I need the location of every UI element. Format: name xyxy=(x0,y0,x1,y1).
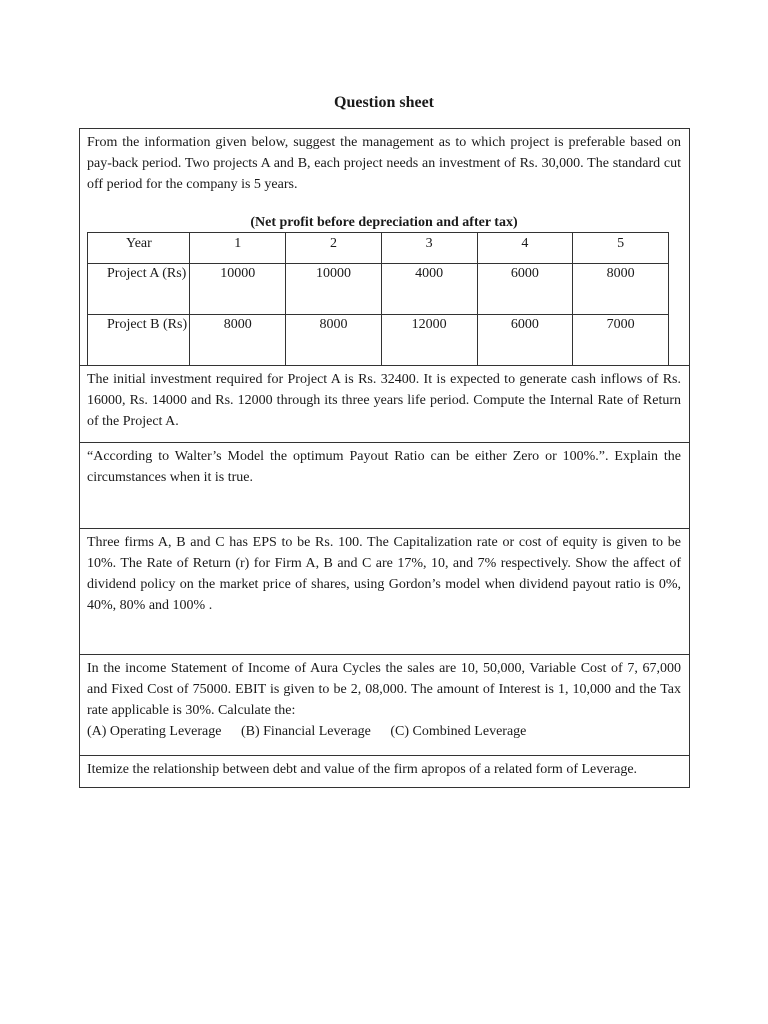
table-row-label: Project A (Rs) xyxy=(88,264,190,315)
option-c: (C) Combined Leverage xyxy=(390,724,527,739)
table-cell: 6000 xyxy=(477,315,573,366)
table-cell: 12000 xyxy=(381,315,477,366)
table-header-cell: Year xyxy=(88,233,190,264)
table-cell: 7000 xyxy=(573,315,669,366)
table-row xyxy=(88,264,669,315)
table-header-cell: 3 xyxy=(381,233,477,264)
table-cell: 8000 xyxy=(573,264,669,315)
table-row-label: Project B (Rs) xyxy=(88,315,190,366)
table-cell: 4000 xyxy=(381,264,477,315)
question-5-options xyxy=(87,721,681,742)
table-header-row xyxy=(88,233,669,264)
question-6-text: Itemize the relationship between debt and value of the firm apropos of a related form of Leverage. xyxy=(87,762,638,777)
question-5-text: In the income Statement of Income of Aura Cycles the sales are 10, 50,000, Variable Cost of 7, 67,000 and Fixed Cost of 75000. EBIT is given to be 2, 08,000. The amount of Interest is 1, 10,000 and the Tax rate applicable is 30%. Calculate the: xyxy=(87,661,681,718)
table-header-cell: 1 xyxy=(190,233,286,264)
table-cell: 10000 xyxy=(190,264,286,315)
question-4 xyxy=(80,528,689,654)
table-cell: 8000 xyxy=(286,315,382,366)
table-cell: 6000 xyxy=(477,264,573,315)
table-cell: 10000 xyxy=(286,264,382,315)
question-1 xyxy=(80,129,689,365)
question-sheet xyxy=(79,128,690,788)
question-6 xyxy=(80,755,689,787)
question-2 xyxy=(80,365,689,442)
table-cell: 8000 xyxy=(190,315,286,366)
option-b: (B) Financial Leverage xyxy=(240,724,371,739)
table-header-cell: 2 xyxy=(286,233,382,264)
question-2-text: The initial investment required for Project A is Rs. 32400. It is expected to generate cash inflows of Rs. 16000, Rs. 14000 and Rs. 12000 through its three years life period. Compute the Internal Rate of Return of the Project A. xyxy=(87,372,681,429)
table-caption: (Net profit before depreciation and after tax) xyxy=(250,215,518,230)
option-a: (A) Operating Leverage xyxy=(87,724,222,739)
page-title: Question sheet xyxy=(334,94,434,111)
question-5 xyxy=(80,654,689,755)
table-row xyxy=(88,315,669,366)
question-3 xyxy=(80,442,689,528)
table-header-cell: 5 xyxy=(573,233,669,264)
question-1-text: From the information given below, suggest the management as to which project is preferable based on pay-back period. Two projects A and B, each project needs an investment of Rs. 30,000. The standard cut off period for the company is 5 years. xyxy=(87,135,681,192)
question-4-text: Three firms A, B and C has EPS to be Rs. 100. The Capitalization rate or cost of equity is given to be 10%. The Rate of Return (r) for Firm A, B and C are 17%, 10, and 7% respectively. Show the affect of dividend policy on the market price of shares, using Gordon’s model when dividend payout ratio is 0%, 40%, 80% and 100% . xyxy=(87,535,681,613)
table-header-cell: 4 xyxy=(477,233,573,264)
cash-flow-table xyxy=(87,232,669,365)
question-3-text: “According to Walter’s Model the optimum Payout Ratio can be either Zero or 100%.”. Explain the circumstances when it is true. xyxy=(87,449,681,485)
